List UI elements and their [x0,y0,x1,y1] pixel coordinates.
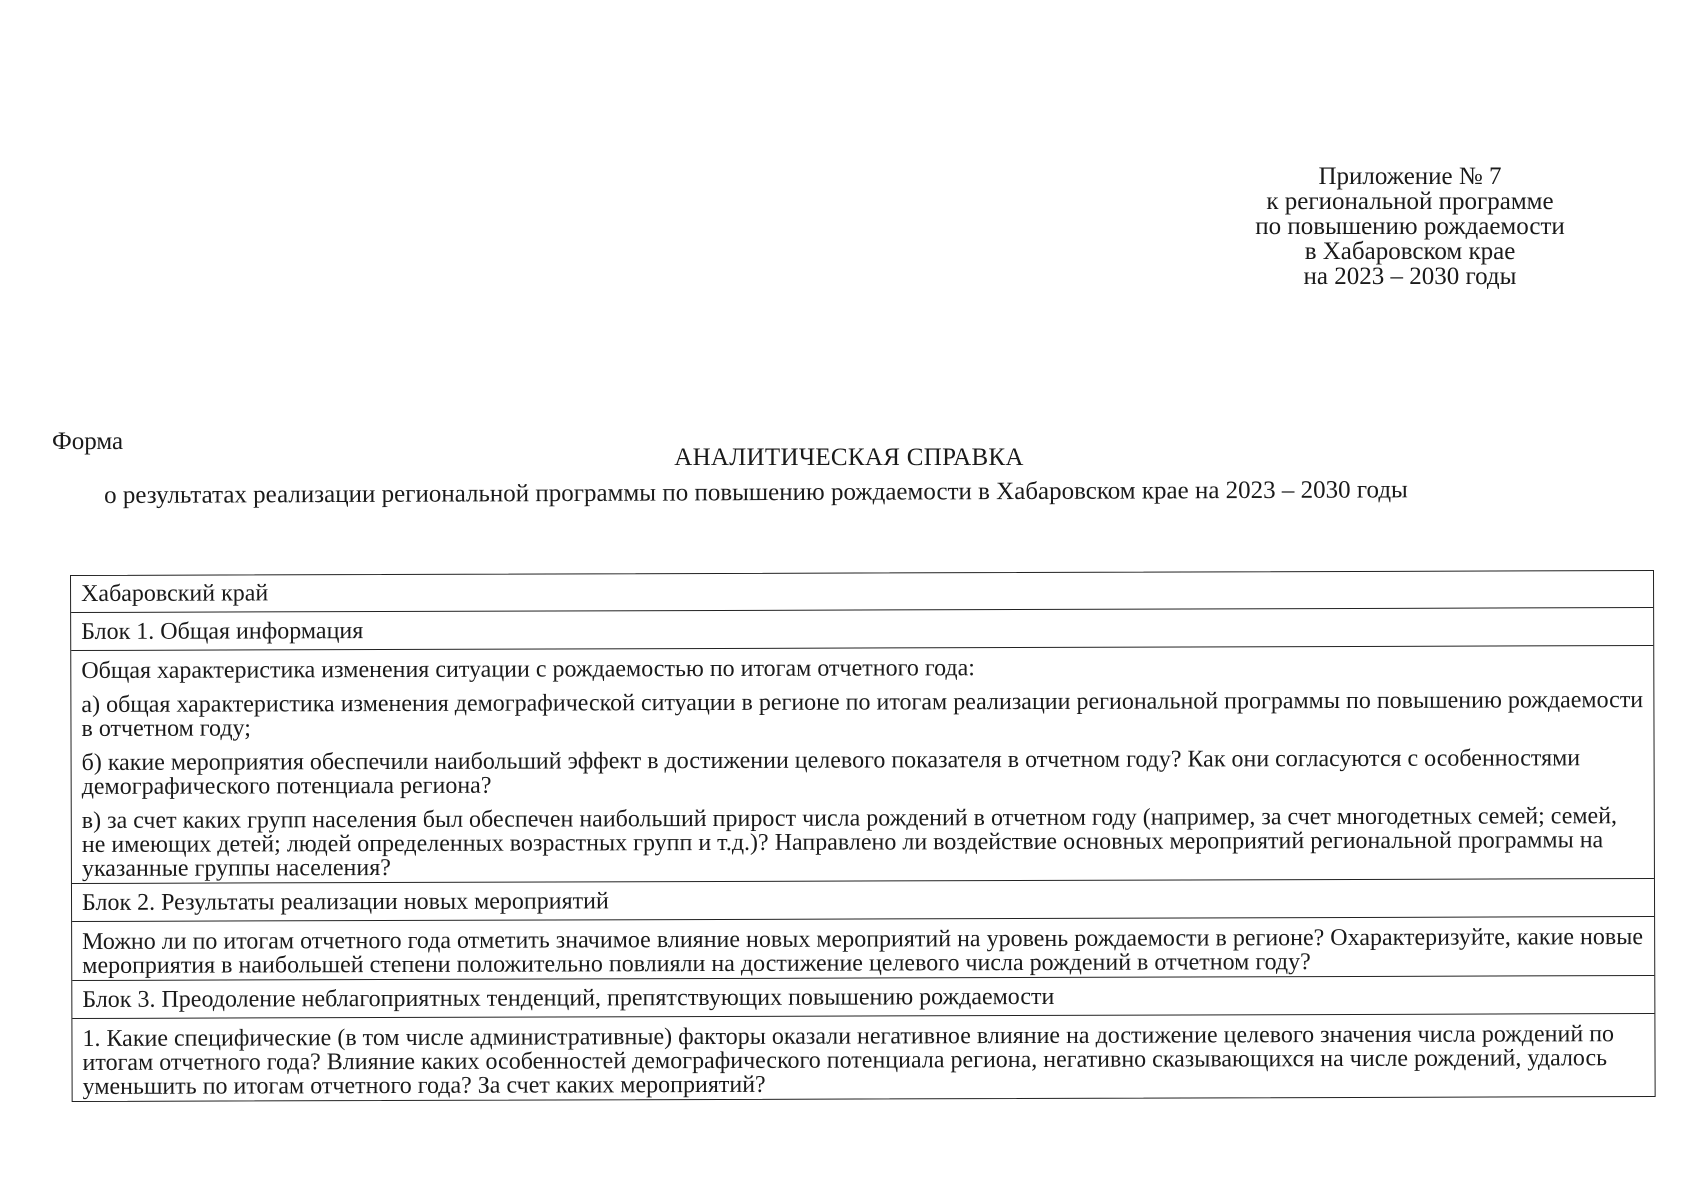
block2-content-row [72,917,1654,981]
region-row [71,571,1653,613]
document-title: АНАЛИТИЧЕСКАЯ СПРАВКА [674,444,1024,471]
region-name: Хабаровский край [81,580,269,607]
block1-content-row [71,646,1654,884]
annex-line-region: в Хабаровском крае [1304,238,1516,265]
block1-heading-row [71,608,1653,651]
block3-text: 1. Какие специфические (в том числе административные) факторы оказали негативное влияние на достижение целевого значения числа рождений по итогам отчетного года? Влияние каких особенностей демографического потенциала региона, негативно сказывающихся на числе рождений, удалось уменьшить по итогам отчетного года? За счет каких мероприятий? [82,1021,1615,1100]
block3-content-row [72,1014,1654,1101]
block1-item-b: б) какие мероприятия обеспечили наибольший эффект в достижении целевого показателя в отчетном году? Как они согласуются с особенностями демографического потенциала региона? [81,745,1581,800]
block1-item-c: в) за счет каких групп населения был обеспечен наибольший прирост числа рождений в отчетном году (например, за счет многодетных семей; семей, не имеющих детей; людей определенных возрастных групп и т.д.)? Направлено ли воздействие основных мероприятий региональной программы на указанные группы населения? [81,803,1618,882]
block1-item-a: а) общая характеристика изменения демографической ситуации в регионе по итогам реализации региональной программы по повышению рождаемости в отчетном году; [81,687,1644,742]
annex-number: Приложение № 7 [1318,163,1502,190]
block1-intro: Общая характеристика изменения ситуации с рождаемостью по итогам отчетного года: [81,655,975,684]
annex-line-purpose: по повышению рождаемости [1255,213,1565,240]
block2-heading: Блок 2. Результаты реализации новых мероприятий [81,888,609,916]
form-label: Форма [52,428,124,455]
block3-heading-row [72,976,1654,1019]
annex-header [1200,164,1620,289]
annex-line-years: на 2023 – 2030 годы [1303,263,1517,290]
document-subtitle: о результатах реализации региональной программы по повышению рождаемости в Хабаровском крае на 2023 – 2030 годы [104,476,1408,509]
block2-heading-row [72,879,1654,922]
block2-text: Можно ли по итогам отчетного года отметить значимое влияние новых мероприятий на уровень рождаемости в регионе? Охарактеризуйте, какие новые мероприятия в наибольшей степени положительно повлияли на достижение целевого числа рождений в отчетном году? [82,924,1643,979]
block3-heading: Блок 3. Преодоление неблагоприятных тенденций, препятствующих повышению рождаемости [82,983,1055,1013]
block1-heading: Блок 1. Общая информация [81,618,364,645]
annex-line-program: к региональной программе [1266,188,1554,215]
report-table [70,570,1656,1102]
